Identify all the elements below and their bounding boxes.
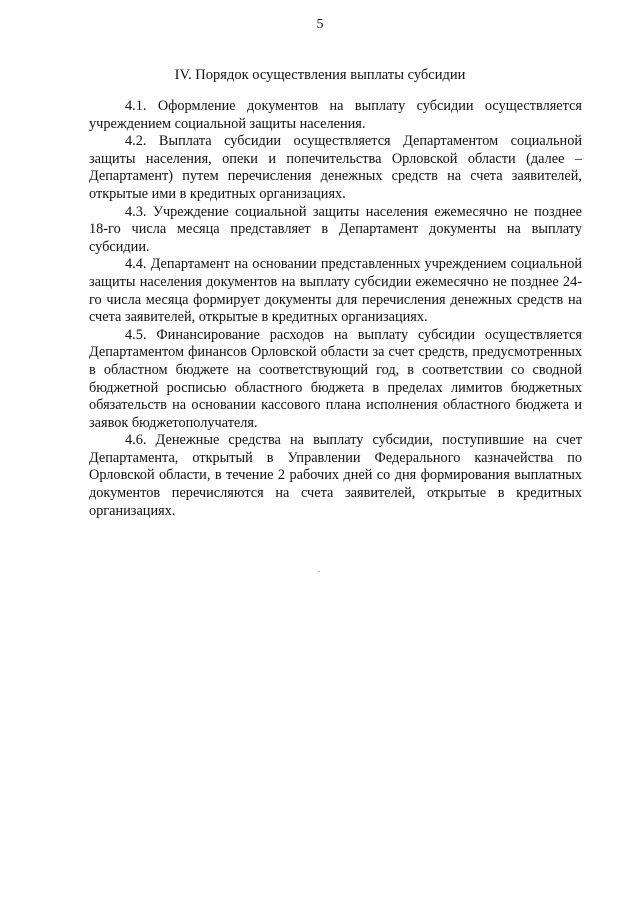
paragraph-4-4: 4.4. Департамент на основании представленных учреждением социальной защиты населения документов на выплату субсидии ежемесячно не позднее 24-го числа месяца формирует документы для перечисления денежных средств на счета заявителей, открытые в кредитных организациях. [89, 256, 582, 326]
paragraph-4-3: 4.3. Учреждение социальной защиты населения ежемесячно не позднее 18-го числа месяца представляет в Департамент документы на выплату субсидии. [89, 203, 582, 255]
paragraph-4-2: 4.2. Выплата субсидии осуществляется Департаментом социальной защиты населения, опеки и попечительства Орловской области (далее – Департамент) путем перечисления денежных средств на счета заявителей, открытые ими в кредитных организациях. [89, 133, 582, 202]
section-title: IV. Порядок осуществления выплаты субсидии [174, 67, 466, 83]
paragraph-4-6: 4.6. Денежные средства на выплату субсидии, поступившие на счет Департамента, открытый в Управлении Федерального казначейства по Орловской области, в течение 2 рабочих дней со дня формирования выплатных документов перечисляются на счета заявителей, открытые в кредитных организациях. [89, 432, 582, 519]
page-number: 5 [316, 17, 324, 32]
scan-speck [318, 571, 320, 572]
document-body [89, 98, 582, 520]
paragraph-4-1: 4.1. Оформление документов на выплату субсидии осуществляется учреждением социальной защиты населения. [89, 98, 582, 132]
paragraph-4-5: 4.5. Финансирование расходов на выплату субсидии осуществляется Департаментом финансов Орловской области за счет средств, предусмотренных в областном бюджете на соответствующий год, в соответствии со сводной бюджетной росписью областного бюджета в пределах лимитов бюджетных обязательств на основании кассового плана исполнения областного бюджета и заявок бюджетополучателя. [89, 326, 582, 431]
